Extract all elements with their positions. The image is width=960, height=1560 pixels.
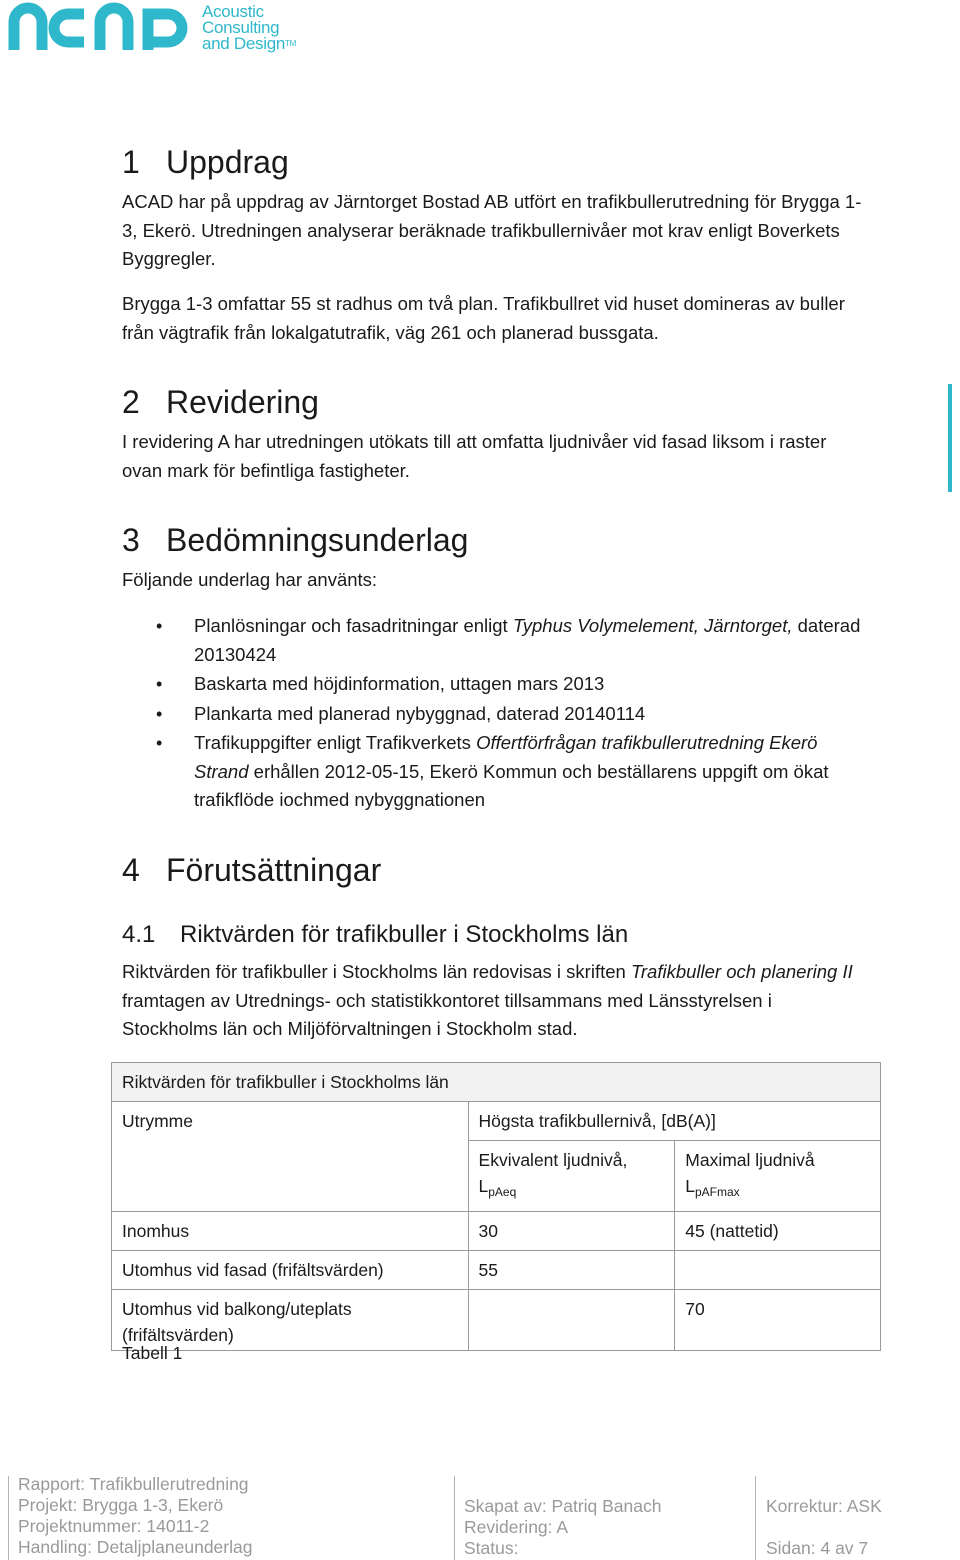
list-item: • Baskarta med höjdinformation, uttagen mars 2013 [150, 670, 870, 699]
footer-col-report: Rapport: Trafikbullerutredning Projekt: Brygga 1-3, Ekerö Projektnummer: 14011-2 Handling: Detaljplaneunderlag [18, 1474, 253, 1557]
table-cell: 30 [468, 1212, 675, 1251]
table-header-cell: Maximal ljudnivå $L_{pAFmax}$ [675, 1141, 881, 1212]
table-row [112, 1102, 881, 1141]
heading-revidering: 2 Revidering [122, 384, 319, 420]
table-cell: 55 [468, 1251, 675, 1290]
table-header-cell: Högsta trafikbullernivå, [dB(A)] [468, 1102, 880, 1141]
table-row [112, 1212, 881, 1251]
paragraph-uppdrag-1: ACAD har på uppdrag av Järntorget Bostad AB utfört en trafikbullerutredning för Brygga 1-3, Ekerö. Utredningen analyserar beräknade trafikbullernivåer mot krav enligt Boverkets Byggregler. [122, 191, 862, 269]
table-cell [468, 1290, 675, 1351]
paragraph-underlag-intro: Följande underlag har använts: [122, 569, 378, 590]
footer-col-review: Korrektur: ASK Sidan: 4 av 7 [766, 1496, 882, 1558]
paragraph-revidering: I revidering A har utredningen utökats till att omfatta ljudnivåer vid fasad liksom i raster ovan mark för befintliga fastigheter. [122, 431, 827, 481]
table-cell: 70 [675, 1290, 881, 1351]
table-cell [675, 1251, 881, 1290]
table-row [112, 1063, 881, 1102]
footer-divider [755, 1476, 756, 1560]
logo-tagline: Acoustic Consulting and Design™ [202, 2, 296, 53]
heading-uppdrag: 1 Uppdrag [122, 144, 289, 180]
table-header-cell: Utrymme [112, 1102, 469, 1212]
paragraph-riktvarden: Riktvärden för trafikbuller i Stockholms län redovisas i skriften Trafikbuller och planering II framtagen av Utrednings- och statistikkontoret tillsammans med Länsstyrelsen i Stockholms län och Miljöförvaltningen i Stockholm stad. [122, 961, 853, 1039]
company-logo [8, 2, 296, 56]
table-cell: Inomhus [112, 1212, 469, 1251]
table-caption: Tabell 1 [122, 1343, 183, 1363]
table-header-cell: Ekvivalent ljudnivå, $L_{pAeq}$ [468, 1141, 675, 1212]
table-row [112, 1290, 881, 1351]
heading-forutsattningar: 4 Förutsättningar [122, 852, 382, 888]
footer-col-author: Skapat av: Patriq Banach Revidering: A Status: [464, 1496, 662, 1558]
acad-wordmark-logo [8, 2, 194, 52]
footer-divider [454, 1476, 455, 1560]
list-item: • Planlösningar och fasadritningar enligt Typhus Volymelement, Järntorget, daterad 20130424 [150, 612, 870, 669]
underlag-list [150, 612, 870, 816]
revision-marker-bar [948, 384, 952, 492]
table-cell: Utomhus vid balkong/uteplats (frifältsvärden) [112, 1290, 469, 1351]
table-cell: Utomhus vid fasad (frifältsvärden) [112, 1251, 469, 1290]
paragraph-uppdrag-2: Brygga 1-3 omfattar 55 st radhus om två plan. Trafikbullret vid huset domineras av buller från vägtrafik från lokalgatutrafik, väg 261 och planerad bussgata. [122, 293, 845, 343]
table-row [112, 1251, 881, 1290]
list-item: • Plankarta med planerad nybyggnad, daterad 20140114 [150, 700, 870, 729]
list-item: • Trafikuppgifter enligt Trafikverkets Offertförfrågan trafikbullerutredning Ekerö Strand erhållen 2012-05-15, Ekerö Kommun och beställarens uppgift om ökat trafikflöde iochmed nybyggnationen [150, 729, 870, 815]
heading-bedomningsunderlag: 3 Bedömningsunderlag [122, 522, 469, 558]
footer-divider [8, 1476, 9, 1560]
subheading-riktvarden: 4.1 Riktvärden för trafikbuller i Stockholms län [122, 921, 629, 948]
table-cell: 45 (nattetid) [675, 1212, 881, 1251]
table-title-cell: Riktvärden för trafikbuller i Stockholms län [112, 1063, 881, 1102]
riktvarden-table [111, 1062, 881, 1351]
